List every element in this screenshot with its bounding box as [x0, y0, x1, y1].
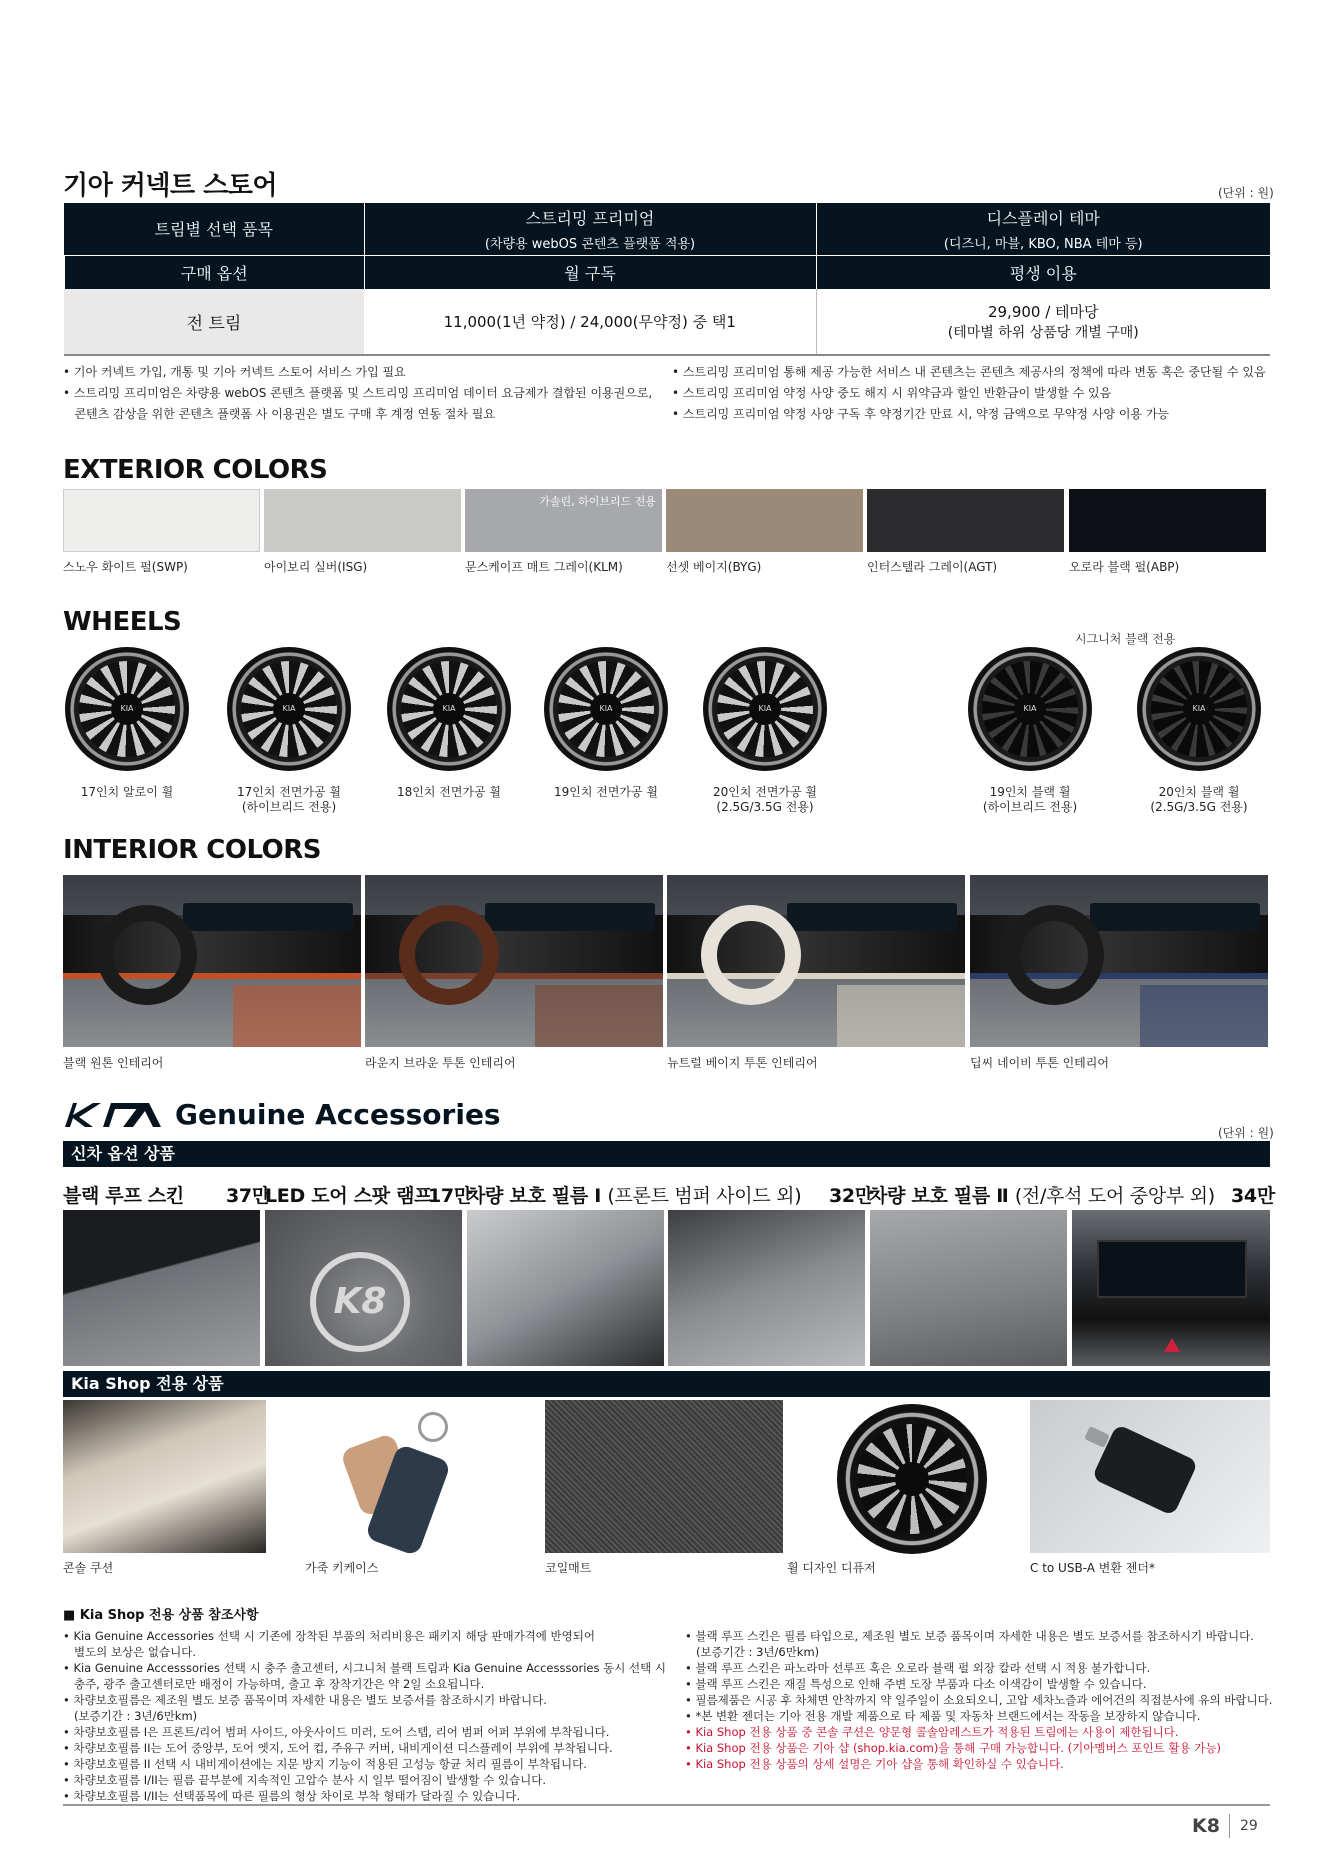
reference-note: • 차량보호필름 II는 도어 중앙부, 도어 엣지, 도어 컵, 주유구 커버, 내비게이션 디스플레이 부위에 부착됩니다. [63, 1741, 613, 1755]
swatch-tag: 가솔린, 하이브리드 전용 [539, 495, 656, 508]
genuine-accessories-title: Genuine Accessories [175, 1098, 501, 1131]
interior-label: 딥씨 네이비 투톤 인테리어 [970, 1056, 1109, 1070]
wheel-hub: KIA [590, 693, 622, 725]
lifetime-use: 평생 이용 [1009, 263, 1077, 283]
wheel-label: 17인치 전면가공 휠 (하이브리드 전용) [236, 785, 342, 814]
interior-steering-wheel [1004, 905, 1104, 1005]
reference-note-red: • Kia Shop 전용 상품의 상세 설명은 기아 샵을 통해 확인하실 수 있습니다. [685, 1757, 1064, 1771]
wheel-diffuser-photo [833, 1400, 991, 1553]
store-unit: (단위 : 원) [1218, 186, 1274, 200]
black-roof-skin-title: 블랙 루프 스킨 [63, 1185, 184, 1207]
exterior-swatch-label: 인터스텔라 그레이(AGT) [867, 560, 998, 574]
shop-item-label: C to USB-A 변환 젠더* [1030, 1561, 1155, 1575]
interior-screen [787, 903, 957, 931]
interior-photo [63, 875, 361, 1047]
reference-note: • 필름제품은 시공 후 차체면 안착까지 약 일주일이 소요되오니, 고압 세차노즐과 에어건의 직접분사에 유의 바랍니다. [685, 1693, 1273, 1707]
page-number: 29 [1240, 1818, 1258, 1834]
wheel-image [703, 647, 827, 771]
wheel-image [544, 647, 668, 771]
black-roof-skin-price: 37만 [226, 1185, 270, 1207]
wheel-label: 20인치 블랙 휠 (2.5G/3.5G 전용) [1150, 785, 1248, 814]
exterior-swatch-label: 오로라 블랙 펄(ABP) [1069, 560, 1180, 574]
wheel-label: 17인치 알로이 휠 [80, 785, 174, 799]
exterior-swatch [63, 489, 260, 552]
reference-note: (보증기간 : 3년/6만km) [685, 1645, 820, 1659]
wheel-label: 18인치 전면가공 휠 [396, 785, 502, 799]
shop-item-label: 가죽 키케이스 [305, 1561, 379, 1575]
interior-steering-wheel [97, 905, 197, 1005]
exterior-swatch [465, 489, 662, 552]
interior-label: 블랙 원톤 인테리어 [63, 1056, 164, 1070]
wheels-title: WHEELS [63, 607, 182, 637]
interior-photo [970, 875, 1268, 1047]
reference-note: 별도의 보상은 없습니다. [63, 1645, 197, 1659]
store-title: 기아 커넥트 스토어 [63, 171, 278, 201]
reference-notes-right [685, 1628, 1285, 1772]
interior-screen [485, 903, 655, 931]
exterior-swatch-label: 선셋 베이지(BYG) [666, 560, 762, 574]
interior-console [837, 985, 965, 1047]
reference-note: • 차량보호필름은 제조원 별도 보증 품목이며 자세한 내용은 별도 보증서를 참조하시기 바랍니다. [63, 1693, 547, 1707]
wheel-hub: KIA [433, 693, 465, 725]
exterior-swatch [264, 489, 461, 552]
interior-label: 라운지 브라운 투톤 인테리어 [365, 1056, 516, 1070]
interior-label: 뉴트럴 베이지 투톤 인테리어 [667, 1056, 818, 1070]
led-door-lamp-title: LED 도어 스팟 램프 [265, 1185, 433, 1207]
exterior-swatch-label: 아이보리 실버(ISG) [264, 560, 368, 574]
interior-photo [365, 875, 663, 1047]
reference-note: • 블랙 루프 스킨은 파노라마 선루프 혹은 오로라 블랙 펄 외장 칼라 선택 시 적용 불가합니다. [685, 1661, 1151, 1675]
header-display-theme: 디스플레이 테마 (디즈니, 마블, KBO, NBA 테마 등) [943, 208, 1143, 252]
footer-divider [1229, 1814, 1230, 1838]
theme-price: 29,900 / 테마당 (테마별 하위 상품당 개별 구매) [947, 303, 1139, 341]
monthly-subscription: 월 구독 [364, 255, 816, 289]
interior-title: INTERIOR COLORS [63, 835, 321, 865]
led-door-lamp-price: 17만 [428, 1185, 472, 1207]
exterior-swatch-label: 문스케이프 매트 그레이(KLM) [465, 560, 623, 574]
wheel-label: 20인치 전면가공 휠 (2.5G/3.5G 전용) [712, 785, 818, 814]
wheel-image [387, 647, 511, 771]
wheel-hub: KIA [1183, 693, 1215, 725]
footer-rule [63, 1804, 1270, 1806]
reference-note-red: • Kia Shop 전용 상품 중 콘솔 쿠션은 양문형 콜솔암레스트가 적용된 트림에는 사용이 제한됩니다. [685, 1725, 1179, 1739]
coil-mat-photo [545, 1400, 783, 1553]
interior-screen [1090, 903, 1260, 931]
streaming-price: 11,000(1년 약정) / 24,000(무약정) 중 택1 [364, 289, 816, 355]
wheel-label: 19인치 전면가공 휠 [553, 785, 659, 799]
wheel-hub: KIA [111, 693, 143, 725]
interior-steering-wheel [399, 905, 499, 1005]
reference-notes-left [63, 1628, 683, 1804]
header-streaming: 스트리밍 프리미엄 (차량용 webOS 콘텐츠 플랫폼 적용) [364, 203, 816, 255]
header-trim-option: 트림별 선택 품목 [64, 203, 364, 255]
exterior-title: EXTERIOR COLORS [63, 455, 328, 485]
wheel-label: 19인치 블랙 휠 (하이브리드 전용) [982, 785, 1078, 814]
protection-film-door-photo [870, 1210, 1067, 1366]
subscription-table [63, 203, 1270, 356]
reference-note: • 블랙 루프 스킨은 필름 타입으로, 제조원 별도 보증 품목이며 자세한 내용은 별도 보증서를 참조하시기 바랍니다. [685, 1629, 1254, 1643]
reference-note-red: • Kia Shop 전용 상품은 기아 샵 (shop.kia.com)을 통해 구매 가능합니다. (기아멤버스 포인트 활용 가능) [685, 1741, 1221, 1755]
reference-note: • 차량보호필름 I은 프론트/리어 범퍼 사이드, 아웃사이드 미러, 도어 스텝, 리어 범퍼 어퍼 부위에 부착됩니다. [63, 1725, 610, 1739]
reference-note: • 차량보호필름 II 선택 시 내비게이션에는 지문 방지 기능이 적용된 고성능 항균 처리 필름이 부착됩니다. [63, 1757, 587, 1771]
interior-console [233, 985, 361, 1047]
protection-film-1-title: 차량 보호 필름 Ⅰ (프론트 범퍼 사이드 외) [467, 1185, 802, 1207]
wheel-image [65, 647, 189, 771]
black-roof-skin-photo [63, 1210, 260, 1366]
reference-note: (보증기간 : 3년/6만km) [63, 1709, 198, 1723]
reference-note: • Kia Genuine Accesssories 선택 시 충주 출고센터, 시그니처 블랙 트림과 Kia Genuine Accesssories 동시 선택 시 [63, 1661, 667, 1675]
protection-film-1-price: 32만 [829, 1185, 873, 1207]
interior-console [1140, 985, 1268, 1047]
kia-logo [63, 1101, 163, 1129]
exterior-swatch [1069, 489, 1266, 552]
purchase-option-label: 구매 옵션 [64, 255, 364, 289]
reference-note: • 차량보호필름 I/II는 필름 끝부분에 지속적인 고압수 분사 시 일부 떨어짐이 발생할 수 있습니다. [63, 1773, 547, 1787]
signature-black-tag: 시그니처 블랙 전용 [1075, 632, 1176, 646]
new-car-option-bar: 신차 옵션 상품 [63, 1141, 1270, 1167]
reference-note: • 블랙 루프 스킨은 재질 특성으로 인해 주변 도장 부품과 다소 이색감이 발생할 수 있습니다. [685, 1677, 1147, 1691]
protection-film-mirror-photo [668, 1210, 865, 1366]
wheel-hub: KIA [1014, 693, 1046, 725]
wheel-hub: KIA [749, 693, 781, 725]
wheel-image [227, 647, 351, 771]
exterior-swatch-label: 스노우 화이트 펄(SWP) [63, 560, 188, 574]
all-trim-label: 전 트림 [64, 289, 364, 355]
reference-note: • Kia Genuine Accessories 선택 시 기존에 장착된 부품의 처리비용은 패키지 해당 판매가격에 반영되어 [63, 1629, 595, 1643]
reference-title: ■ Kia Shop 전용 상품 참조사항 [63, 1608, 259, 1623]
wheel-image [1137, 647, 1261, 771]
protection-film-front-photo [467, 1210, 664, 1366]
store-notes-left: • 기아 커넥트 가입, 개통 및 기아 커넥트 스토어 서비스 가입 필요 • 스트리밍 프리미엄은 차량용 webOS 콘텐츠 플랫폼 및 스트리밍 프리미엄 데이터 요금제가 결합된 이용권으로, 콘텐츠 감상을 위한 콘텐츠 플랫폼 사 이용권은 별도 구매 후 계정 연동 절차 필요 [63, 365, 653, 421]
wheel-hub: KIA [273, 693, 305, 725]
wheel-image [968, 647, 1092, 771]
led-door-lamp-photo: K8 [265, 1210, 462, 1366]
protection-film-display-photo [1072, 1210, 1270, 1366]
footer-model: K8 [1192, 1815, 1220, 1837]
usb-gender-photo [1030, 1400, 1270, 1553]
protection-film-2-title: 차량 보호 필름 Ⅱ (전/후석 도어 중앙부 외) [869, 1185, 1215, 1207]
shop-item-label: 휠 디자인 디퓨저 [787, 1561, 876, 1575]
shop-item-label: 콘솔 쿠션 [63, 1561, 114, 1575]
shop-item-label: 코일매트 [545, 1561, 592, 1575]
reference-note: • 차량보호필름 I/II는 선택품목에 따른 필름의 형상 차이로 부착 형태가 달라질 수 있습니다. [63, 1789, 521, 1803]
reference-note: • *본 변환 젠더는 기아 전용 개발 제품으로 타 제품 및 자동차 브랜드에서는 작동을 보장하지 않습니다. [685, 1709, 1201, 1723]
kia-shop-bar: Kia Shop 전용 상품 [63, 1371, 1270, 1397]
reference-note: 충주, 광주 출고센터로만 배정이 가능하며, 출고 후 장착기간은 약 2일 소요됩니다. [63, 1677, 485, 1691]
exterior-swatch [666, 489, 863, 552]
interior-screen [183, 903, 353, 931]
console-cushion-photo [63, 1400, 266, 1553]
protection-film-2-price: 34만 [1231, 1185, 1275, 1207]
exterior-swatch [867, 489, 1064, 552]
accessories-unit: (단위 : 원) [1218, 1126, 1274, 1140]
interior-photo [667, 875, 965, 1047]
interior-console [535, 985, 663, 1047]
store-notes-right: • 스트리밍 프리미엄 통해 제공 가능한 서비스 내 콘텐츠는 콘텐츠 제공사의 정책에 따라 변동 혹은 중단될 수 있음 • 스트리밍 프리미엄 약정 사양 중도 해지 시 위약금과 할인 반환금이 발생할 수 있음 • 스트리밍 프리미엄 약정 사양 구독 후 약정기간 만료 시, 약정 금액으로 무약정 사양 이용 가능 [672, 365, 1266, 421]
interior-steering-wheel [701, 905, 801, 1005]
leather-key-case-photo [300, 1400, 500, 1553]
